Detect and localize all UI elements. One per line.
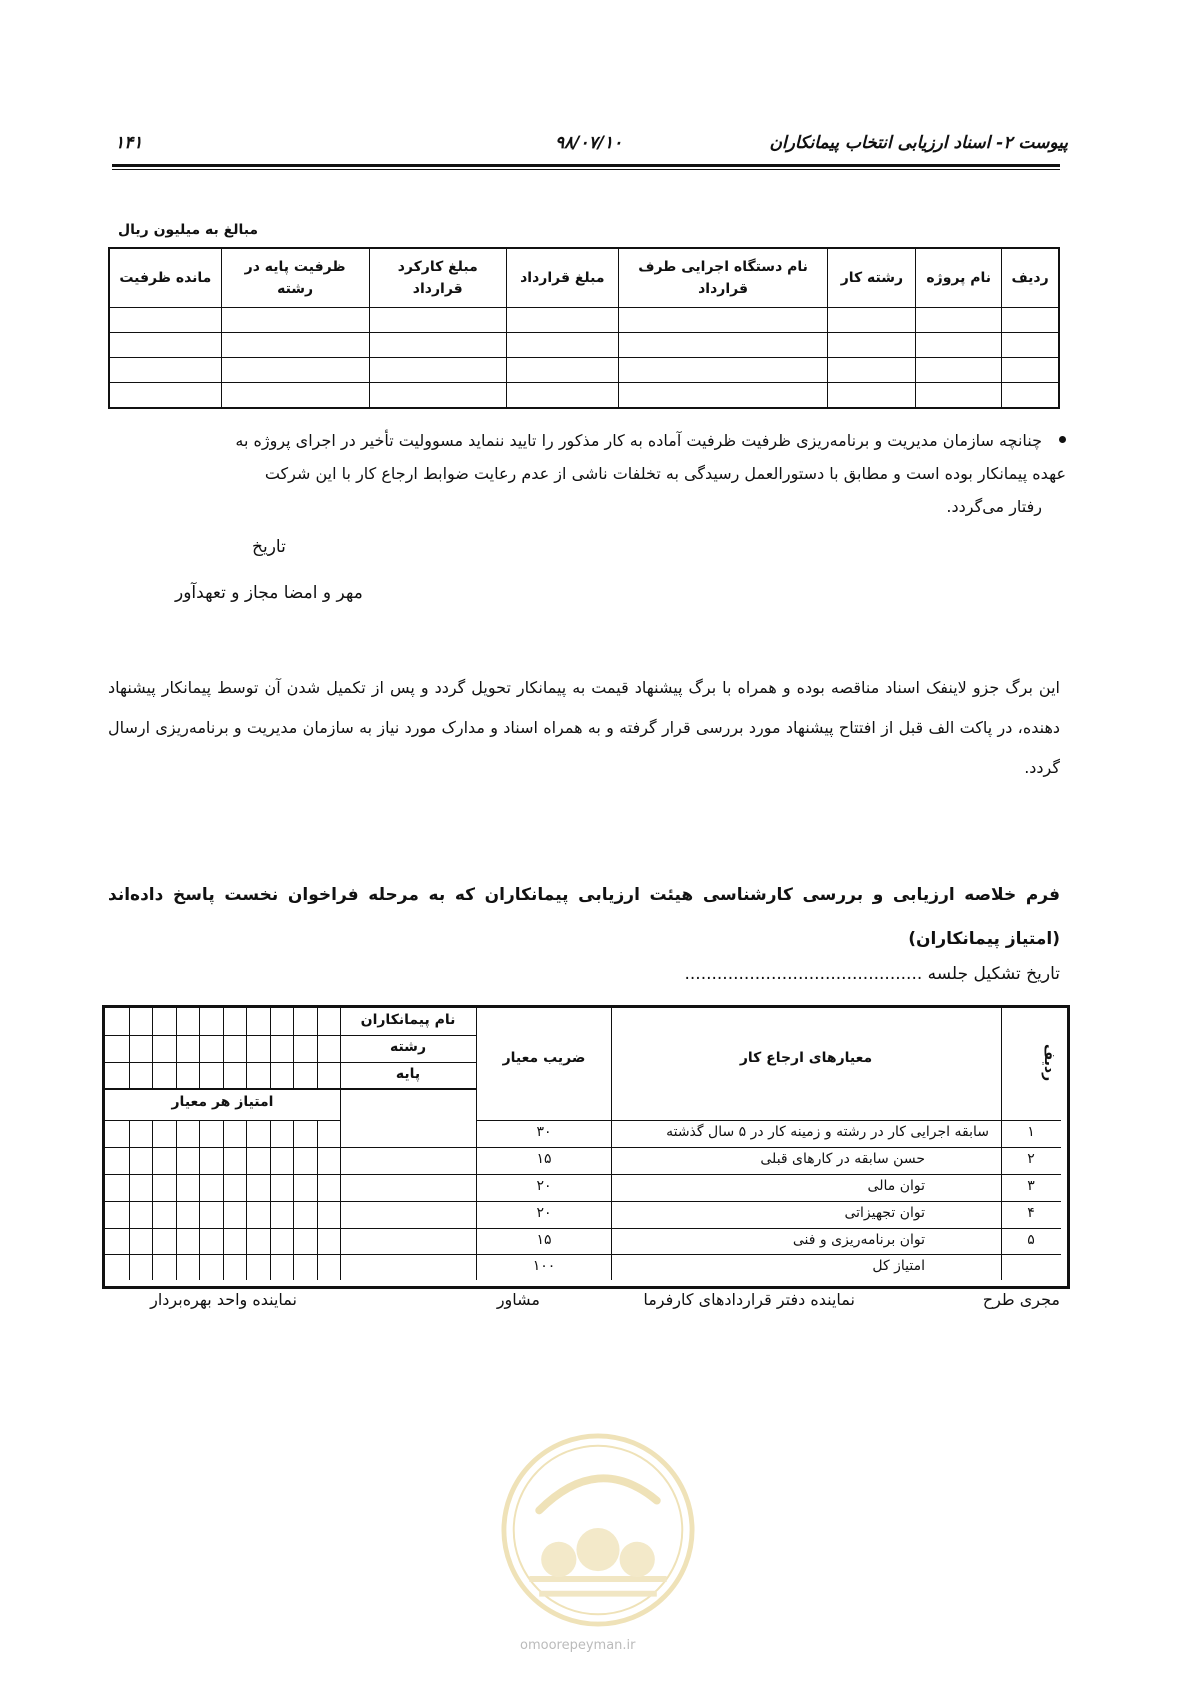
attachment-note: این برگ جزو لاینفک اسناد مناقصه بوده و همراه با برگ پیشنهاد قیمت به پیمانکار تحویل گردد و پس از تکمیل شدن آن توسط پیمانکار پیشنهاد دهنده، در پاکت الف قبل از افتتاح پیشنهاد مورد بررسی قرار گرفته و به همراه اسناد و مدارک مورد نیاز به سازمان مدیریت و برنامه‌ریزی ارسال گردد. (108, 678, 1060, 777)
criterion-label: توان تجهیزاتی (844, 1205, 925, 1221)
header-weight: ضریب معیار (502, 1050, 586, 1066)
criterion-weight: ۱۵ (536, 1232, 552, 1248)
page-number: ۱۴۱ (115, 133, 143, 153)
grid-line (476, 1120, 1061, 1121)
score-grid-line (317, 1008, 318, 1088)
score-grid-line (293, 1120, 294, 1280)
signature-contracts-office: نماینده دفتر قراردادهای کارفرما (643, 1290, 855, 1309)
score-grid-line (176, 1008, 177, 1088)
col-base-capacity: ظرفیت پایه در رشته (221, 248, 369, 308)
signature-consultant: مشاور (496, 1290, 540, 1309)
header-rule (112, 164, 1060, 167)
col-row-number: ردیف (1002, 248, 1059, 308)
score-grid-line (223, 1008, 224, 1088)
criterion-weight: ۱۵ (536, 1151, 552, 1167)
header-contractor-name: نام پیمانکاران (360, 1012, 456, 1028)
logo-seal-icon (500, 1432, 696, 1628)
signature-executor: مجری طرح (982, 1290, 1060, 1309)
score-grid-line (129, 1120, 130, 1280)
row-number: ۱ (1027, 1124, 1035, 1140)
evaluation-table (102, 1005, 1070, 1289)
grid-line (476, 1008, 477, 1280)
criterion-label: سابقه اجرایی کار در رشته و زمینه کار در ۵ سال گذشته (666, 1124, 989, 1140)
score-grid-line (199, 1120, 200, 1280)
row-number: ۲ (1027, 1151, 1035, 1167)
col-client-agency: نام دستگاه اجرایی طرف قرارداد (618, 248, 828, 308)
score-grid-line (246, 1008, 247, 1088)
form-title: فرم خلاصه ارزیابی و بررسی کارشناسی هیئت ارزیابی پیمانکاران که به مرحله فراخوان نخست پاسخ داده‌اند (امتیاز پیمانکاران) (108, 885, 1060, 949)
score-grid-line (246, 1120, 247, 1280)
col-project-name: نام پروژه (916, 248, 1002, 308)
criterion-weight: ۲۰ (536, 1178, 552, 1194)
note-line: عهده پیمانکار بوده است و مطابق با دستورالعمل رسیدگی به تخلفات ناشی از عدم رعایت ضوابط ارجاع کار با این شرکت (264, 464, 1066, 483)
units-note: مبالغ به میلیون ریال (118, 222, 259, 238)
criterion-label: توان مالی (867, 1178, 925, 1194)
document-header-date: ۹۸/۰۷/۱۰ (555, 133, 623, 153)
grid-line (105, 1174, 1061, 1175)
score-grid-line (199, 1008, 200, 1088)
score-grid-line (270, 1008, 271, 1088)
grid-line (340, 1035, 476, 1036)
grid-line (611, 1008, 612, 1280)
table-row (109, 333, 1059, 358)
watermark-site: omoorepeyman.ir (520, 1638, 636, 1653)
grid-line (105, 1088, 476, 1090)
grid-line (340, 1062, 476, 1063)
score-grid-line (176, 1120, 177, 1280)
score-grid-line (129, 1008, 130, 1088)
criterion-label: حسن سابقه در کارهای قبلی (760, 1151, 925, 1167)
criterion-label: توان برنامه‌ریزی و فنی (792, 1232, 925, 1248)
contracts-table-header (109, 248, 1059, 308)
score-grid-line (270, 1120, 271, 1280)
capacity-note (122, 424, 1066, 523)
header-rule-thin (112, 169, 1060, 170)
score-grid-line (223, 1120, 224, 1280)
total-score-weight: ۱۰۰ (532, 1258, 556, 1274)
note-line: رفتار می‌گردد. (946, 497, 1042, 516)
contracts-table (108, 247, 1060, 409)
grid-line (105, 1254, 1061, 1255)
table-row (109, 383, 1059, 409)
note-line: چنانچه سازمان مدیریت و برنامه‌ریزی ظرفیت ظرفیت آماده به کار مذکور را تایید ننماید مسوولیت تأخیر در اجرای پروژه به‌ (235, 431, 1042, 450)
header-criteria: معیارهای ارجاع کار (739, 1050, 873, 1066)
document-header-title: پیوست ۲- اسناد ارزیابی انتخاب پیمانکاران (769, 133, 1068, 153)
score-grid-line (293, 1008, 294, 1088)
grid-line (105, 1201, 1061, 1202)
header-score: امتیاز هر معیار (171, 1094, 274, 1110)
score-grid-line (317, 1120, 318, 1280)
signature-operator: نماینده واحد بهره‌بردار (150, 1290, 297, 1309)
row-number: ۳ (1027, 1178, 1035, 1194)
header-grade: پایه (395, 1066, 421, 1082)
score-grid-line (152, 1120, 153, 1280)
header-field: رشته (389, 1039, 427, 1055)
grid-line (105, 1147, 1061, 1148)
col-remaining-capacity: مانده ظرفیت (109, 248, 221, 308)
grid-line (1001, 1008, 1002, 1280)
criterion-weight: ۲۰ (536, 1205, 552, 1221)
grid-line (105, 1228, 1061, 1229)
table-row (109, 358, 1059, 383)
criterion-weight: ۳۰ (536, 1124, 552, 1140)
grid-line (340, 1008, 341, 1280)
signature-label: مهر و امضا مجاز و تعهدآور (175, 583, 363, 603)
col-contract-amount: مبلغ قرارداد (507, 248, 619, 308)
session-date: تاریخ تشکیل جلسه ............................................ (684, 964, 1060, 984)
row-number: ۴ (1027, 1205, 1035, 1221)
score-grid-line (152, 1008, 153, 1088)
header-row-number: ردیف (1041, 1044, 1057, 1082)
col-work-amount: مبلغ کارکرد قرارداد (369, 248, 506, 308)
date-label: تاریخ (252, 537, 286, 557)
total-score-label: امتیاز کل (872, 1258, 925, 1274)
col-work-field: رشته کار (828, 248, 916, 308)
table-row (109, 308, 1059, 333)
row-number: ۵ (1027, 1232, 1035, 1248)
